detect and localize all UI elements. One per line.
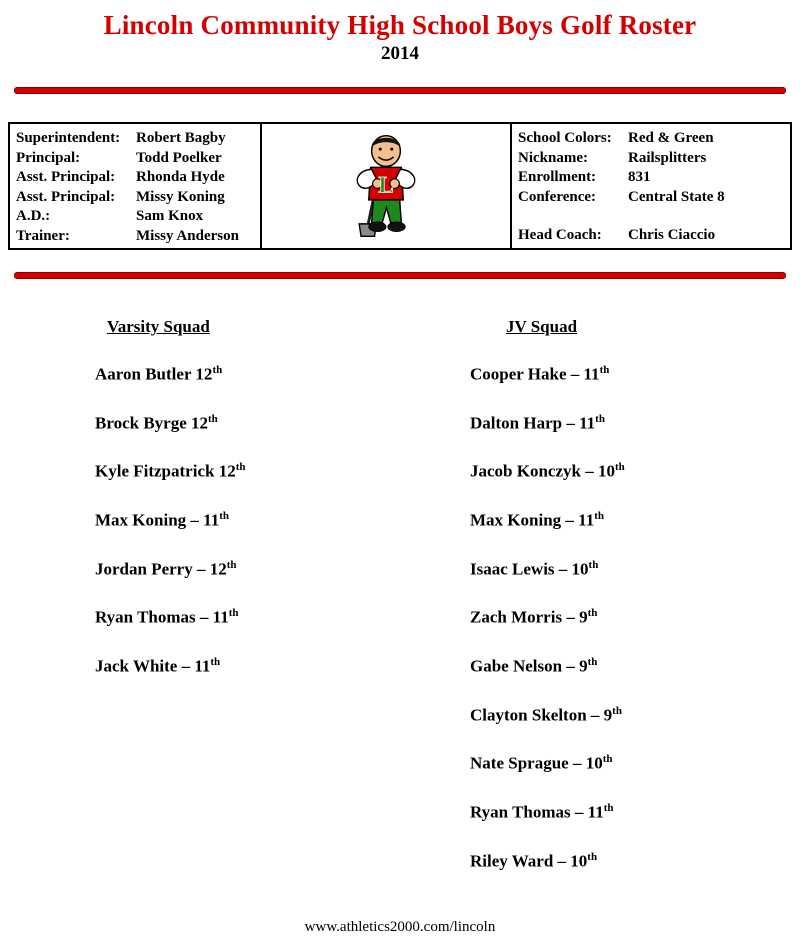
info-label: Enrollment: [518, 169, 597, 185]
grade-ordinal: th [212, 364, 223, 376]
info-label: Superintendent: [16, 130, 121, 146]
roster-item [470, 507, 770, 530]
roster-item [95, 361, 375, 384]
roster-item [470, 556, 770, 579]
grade-ordinal: th [219, 509, 229, 522]
player-name: Jacob Konczyk – 10 [470, 461, 615, 481]
info-row [518, 168, 784, 188]
grade-ordinal: th [594, 509, 604, 522]
roster-item [95, 604, 375, 627]
roster-item [95, 458, 375, 481]
roster-item [470, 653, 770, 676]
grade-ordinal: th [235, 461, 246, 474]
website-url: www.athletics2000.com/lincoln [304, 919, 496, 935]
grade-ordinal: th [587, 607, 598, 620]
roster-item [470, 702, 770, 725]
info-label: Conference: [518, 188, 597, 205]
roster-section [0, 317, 800, 896]
roster-item [470, 799, 770, 822]
info-value: Missy Anderson [136, 227, 239, 244]
roster-item [95, 507, 375, 530]
jv-player-list [470, 361, 770, 870]
varsity-player-list [95, 361, 375, 676]
player-name: Brock Byrge 12 [95, 413, 209, 433]
info-value: Central State 8 [628, 188, 725, 205]
grade-ordinal: th [210, 655, 221, 668]
player-name: Gabe Nelson – 9 [470, 656, 588, 676]
info-row [16, 207, 254, 227]
player-name: Jack White – 11 [95, 656, 211, 676]
grade-ordinal: th [614, 461, 625, 474]
grade-ordinal: th [599, 364, 610, 376]
info-row [518, 129, 784, 149]
roster-item [470, 361, 770, 384]
varsity-roster-column [95, 317, 375, 896]
player-name: Clayton Skelton – 9 [470, 705, 613, 725]
info-row [16, 188, 254, 208]
jv-heading: JV Squad [506, 317, 578, 336]
info-row [16, 168, 254, 188]
school-facts-panel [512, 124, 790, 248]
roster-item [470, 848, 770, 871]
player-name: Nate Sprague – 10 [470, 753, 603, 773]
administration-panel [10, 124, 262, 248]
grade-ordinal: th [612, 704, 622, 717]
roster-item [470, 750, 770, 773]
grade-ordinal: th [228, 607, 239, 620]
year-subtitle: 2014 [381, 43, 419, 64]
info-label: School Colors: [518, 130, 612, 146]
player-name: Max Koning – 11 [470, 510, 595, 530]
info-value: Red & Green [628, 130, 714, 146]
info-value: Missy Koning [136, 188, 225, 205]
info-label: Trainer: [16, 227, 70, 244]
grade-ordinal: th [587, 655, 598, 668]
grade-ordinal: th [226, 558, 237, 571]
player-name: Aaron Butler 12 [95, 364, 213, 384]
player-name: Isaac Lewis – 10 [470, 559, 589, 579]
player-name: Riley Ward – 10 [470, 851, 588, 871]
info-row [518, 188, 784, 208]
roster-item [95, 556, 375, 579]
grade-ordinal: th [588, 558, 599, 571]
player-name: Jordan Perry – 12 [95, 559, 227, 579]
roster-item [95, 410, 375, 433]
mascot-panel [262, 124, 512, 248]
info-row [518, 149, 784, 169]
info-label: Nickname: [518, 149, 588, 166]
grade-ordinal: th [587, 850, 598, 863]
school-info-box [8, 122, 792, 250]
red-divider-bottom [14, 272, 786, 279]
info-value: Chris Ciaccio [628, 227, 716, 243]
grade-ordinal: th [208, 412, 218, 425]
red-divider-top [14, 87, 786, 94]
info-row [518, 226, 784, 246]
grade-ordinal: th [602, 753, 613, 766]
varsity-heading: Varsity Squad [107, 317, 210, 336]
roster-item [95, 653, 375, 676]
info-value: Todd Poelker [136, 149, 222, 166]
info-row [16, 149, 254, 169]
info-row [16, 227, 254, 247]
roster-item [470, 604, 770, 627]
info-value: Robert Bagby [136, 130, 226, 146]
page-title: Lincoln Community High School Boys Golf Roster [103, 10, 697, 40]
info-label: Principal: [16, 149, 81, 166]
player-name: Cooper Hake – 11 [470, 364, 600, 384]
info-value: Rhonda Hyde [136, 169, 225, 185]
grade-ordinal: th [595, 412, 605, 425]
railsplitter-mascot-icon [338, 129, 434, 244]
jv-roster-column [470, 317, 770, 896]
mascot-letter: L [378, 171, 394, 197]
info-label: Asst. Principal: [16, 188, 116, 205]
grade-ordinal: th [603, 801, 614, 814]
player-name: Zach Morris – 9 [470, 607, 588, 627]
info-value: Sam Knox [136, 208, 204, 224]
player-name: Ryan Thomas – 11 [95, 607, 229, 627]
info-value: 831 [628, 169, 651, 185]
player-name: Dalton Harp – 11 [470, 413, 596, 433]
roster-item [470, 410, 770, 433]
roster-item [470, 458, 770, 481]
player-name: Max Koning – 11 [95, 510, 220, 530]
player-name: Ryan Thomas – 11 [470, 802, 604, 822]
info-label: Head Coach: [518, 227, 602, 243]
player-name: Kyle Fitzpatrick 12 [95, 461, 236, 481]
info-value: Railsplitters [628, 149, 707, 166]
info-row [16, 129, 254, 149]
info-label: Asst. Principal: [16, 169, 116, 185]
info-label: A.D.: [16, 208, 51, 224]
